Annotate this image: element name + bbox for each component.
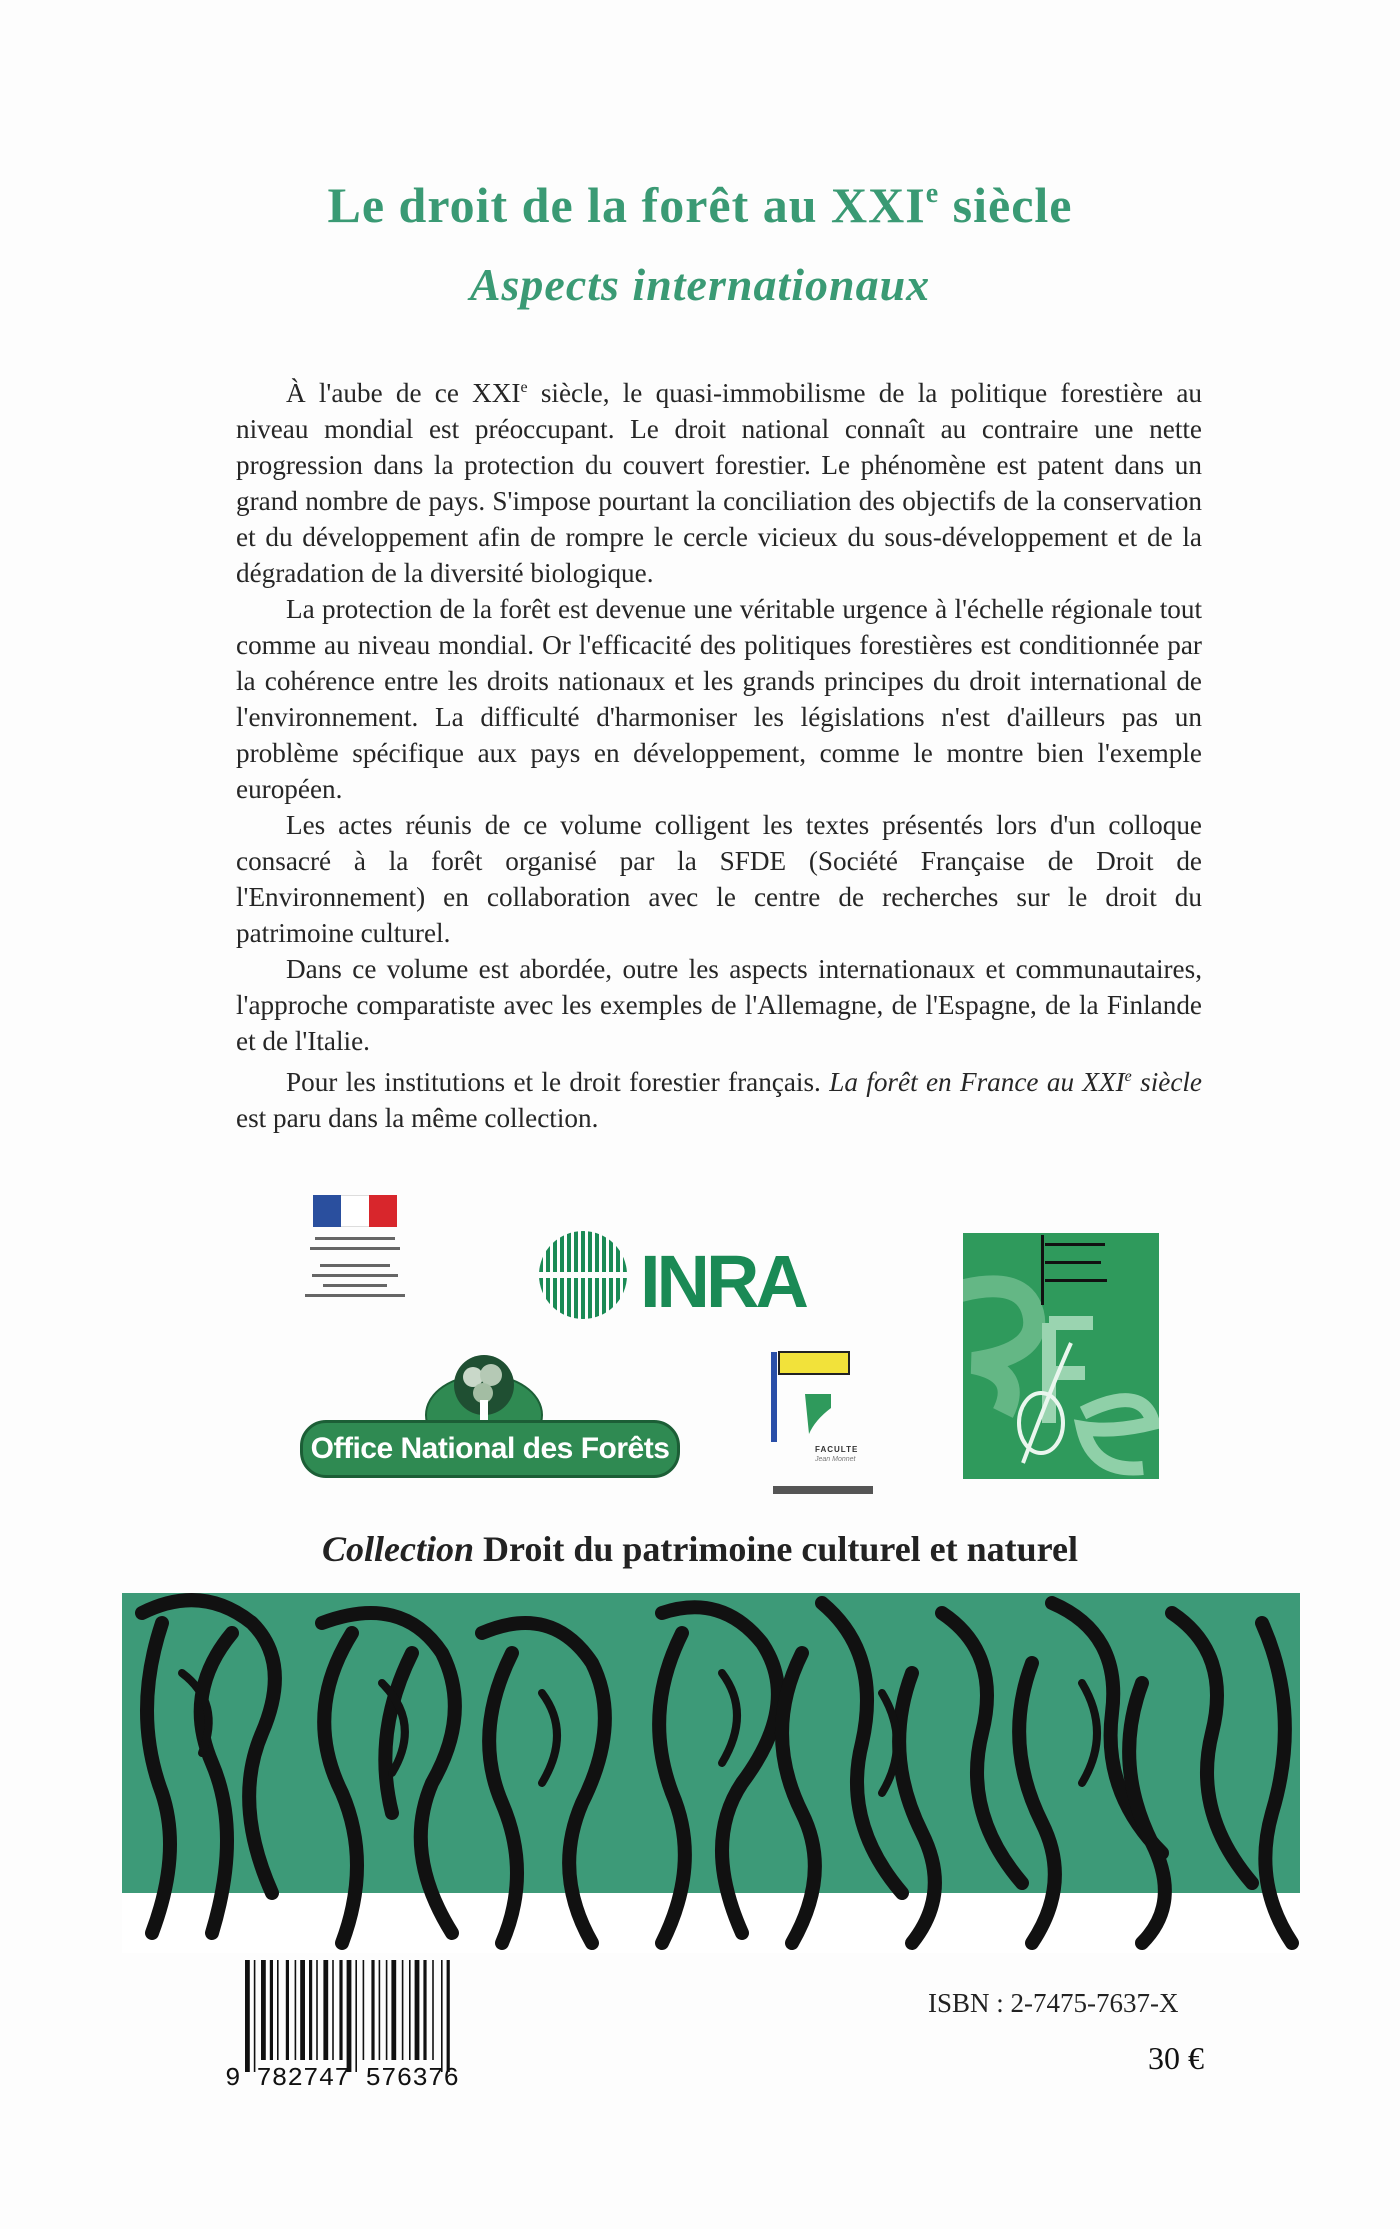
inra-mark-icon: [535, 1225, 635, 1325]
barcode-bar: [441, 1960, 443, 2072]
book-subtitle: Aspects internationaux: [469, 259, 931, 310]
barcode-bar: [332, 1960, 334, 2060]
barcode-bar: [261, 1960, 266, 2060]
onf-wordmark: Office National des Forêts: [300, 1420, 680, 1478]
french-flag-icon: [313, 1195, 397, 1227]
faculte-logo: [765, 1350, 880, 1500]
barcode-digits: 9 782747 576376: [225, 2063, 460, 2093]
barcode-bar: [245, 1960, 250, 2072]
isbn: ISBN : 2-7475-7637-X: [928, 1988, 1179, 2018]
collection-title: Collection Droit du patrimoine culturel et naturel: [322, 1529, 1078, 1569]
barcode-bar: [295, 1960, 297, 2060]
barcode-bar: [363, 1960, 365, 2060]
blurb-paragraph-3: Les actes réunis de ce volume colligent les textes présentés lors d'un colloque consacré à la forêt organisé par la SFDE (Société Française de Droit de l'Environnement) en collaboration avec le centre de recherches sur le droit du patrimoine culturel.: [236, 810, 1202, 948]
inra-wordmark: INRA: [640, 1240, 805, 1323]
inra-logo: [535, 1225, 815, 1325]
barcode-bar: [277, 1960, 279, 2060]
barcode-bar: [300, 1960, 305, 2060]
barcode-bar: [379, 1960, 381, 2060]
blurb-paragraph-2: La protection de la forêt est devenue une véritable urgence à l'échelle régionale tout comme au niveau mondial. Or l'efficacité des politiques forestières est conditionnée par la cohérence entre les droits nationaux et les grands principes du droit international de l'environnement. La difficulté d'harmoniser les législations n'est d'ailleurs pas un problème spécifique aux pays en développement, comme le montre bien l'exemple européen.: [236, 594, 1202, 804]
dancers-illustration: [122, 1593, 1300, 1953]
onf-logo: [300, 1345, 680, 1485]
sfde-mark-icon: [963, 1233, 1159, 1479]
barcode-bar: [447, 1960, 450, 2072]
blurb-paragraph-5: Pour les institutions et le droit forestier français. La forêt en France au XXIe siècle est paru dans la même collection.: [236, 1067, 1203, 1133]
barcode-bar: [371, 1960, 374, 2060]
barcode-bar: [254, 1960, 256, 2072]
barcode-bar: [323, 1960, 328, 2060]
barcode-bar: [339, 1960, 342, 2060]
barcode-bar: [409, 1960, 411, 2060]
blurb: [236, 370, 1202, 1136]
barcode-bar: [309, 1960, 312, 2060]
barcode-bar: [423, 1960, 426, 2060]
sfde-logo: [963, 1233, 1159, 1479]
faculte-mark-icon: [765, 1350, 880, 1500]
ministry-logo: [300, 1195, 410, 1325]
faculte-label: FACULTE: [815, 1445, 859, 1454]
barcode-bar: [270, 1960, 273, 2060]
barcode-bar: [402, 1960, 404, 2060]
barcode-bar: [347, 1960, 352, 2072]
blurb-paragraph-1: À l'aube de ce XXIe siècle, le quasi-immobilisme de la politique forestière au niveau mondial est préoccupant. Le droit national connaît au contraire une nette progression dans la protection du couvert forestier. Le phénomène est patent dans un grand nombre de pays. S'impose pourtant la conciliation des objectifs de la conservation et du développement afin de rompre le cercle vicieux du sous-développement et de la dégradation de la diversité biologique.: [236, 378, 1202, 588]
barcode-bar: [391, 1960, 396, 2060]
barcode-bar: [355, 1960, 357, 2072]
barcode-bar: [415, 1960, 420, 2060]
barcode-bar: [432, 1960, 434, 2060]
book-title: Le droit de la forêt au XXIe siècle: [327, 177, 1073, 233]
price: 30 €: [1148, 2040, 1204, 2076]
barcode-bar: [286, 1960, 289, 2060]
barcode-bar: [316, 1960, 318, 2060]
ministry-text-lines: [300, 1237, 410, 1297]
blurb-paragraph-4: Dans ce volume est abordée, outre les aspects internationaux et communautaires, l'approche comparatiste avec les exemples de l'Allemagne, de l'Espagne, de la Finlande et de l'Italie.: [236, 954, 1202, 1056]
faculte-sublabel: Jean Monnet: [815, 1456, 856, 1463]
barcode-bar: [386, 1960, 388, 2060]
